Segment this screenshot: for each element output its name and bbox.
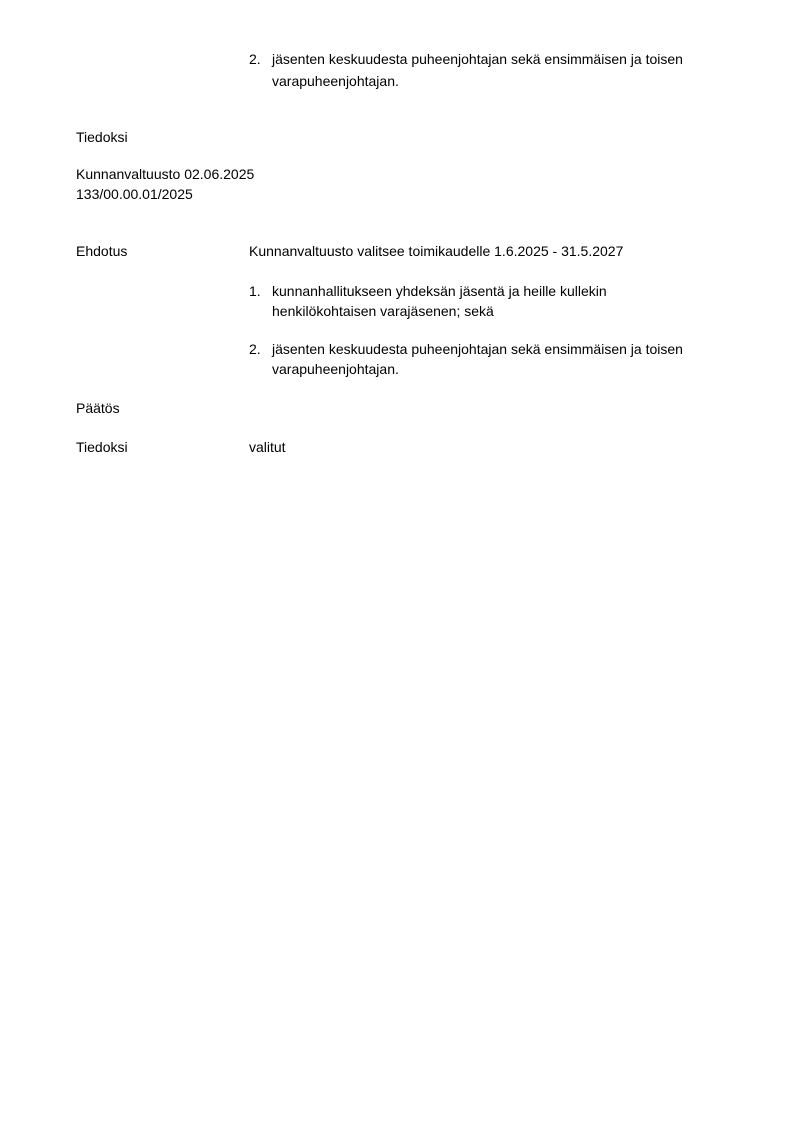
ehdotus-intro: Kunnanvaltuusto valitsee toimikaudelle 1.6.2025 - 31.5.2027 (249, 243, 624, 259)
list-item-text: jäsenten keskuudesta puheenjohtajan sekä ensimmäisen ja toisen (272, 51, 683, 67)
list-item-text: varapuheenjohtajan. (272, 361, 399, 377)
list-item-text: jäsenten keskuudesta puheenjohtajan sekä ensimmäisen ja toisen (272, 341, 683, 357)
list-item-text: henkilökohtaisen varajäsenen; sekä (272, 303, 494, 319)
list-item-text: varapuheenjohtajan. (272, 73, 399, 89)
list-number: 2. (249, 51, 261, 67)
meeting-title: Kunnanvaltuusto 02.06.2025 (76, 166, 255, 182)
list-number: 1. (249, 283, 261, 299)
paatos-label: Päätös (76, 400, 120, 416)
tiedoksi-value: valitut (249, 439, 286, 455)
tiedoksi-heading: Tiedoksi (76, 129, 128, 145)
ehdotus-label: Ehdotus (76, 243, 128, 259)
list-number: 2. (249, 341, 261, 357)
tiedoksi-label: Tiedoksi (76, 439, 128, 455)
meeting-reference: 133/00.00.01/2025 (76, 186, 193, 202)
list-item-text: kunnanhallitukseen yhdeksän jäsentä ja heille kullekin (272, 283, 607, 299)
